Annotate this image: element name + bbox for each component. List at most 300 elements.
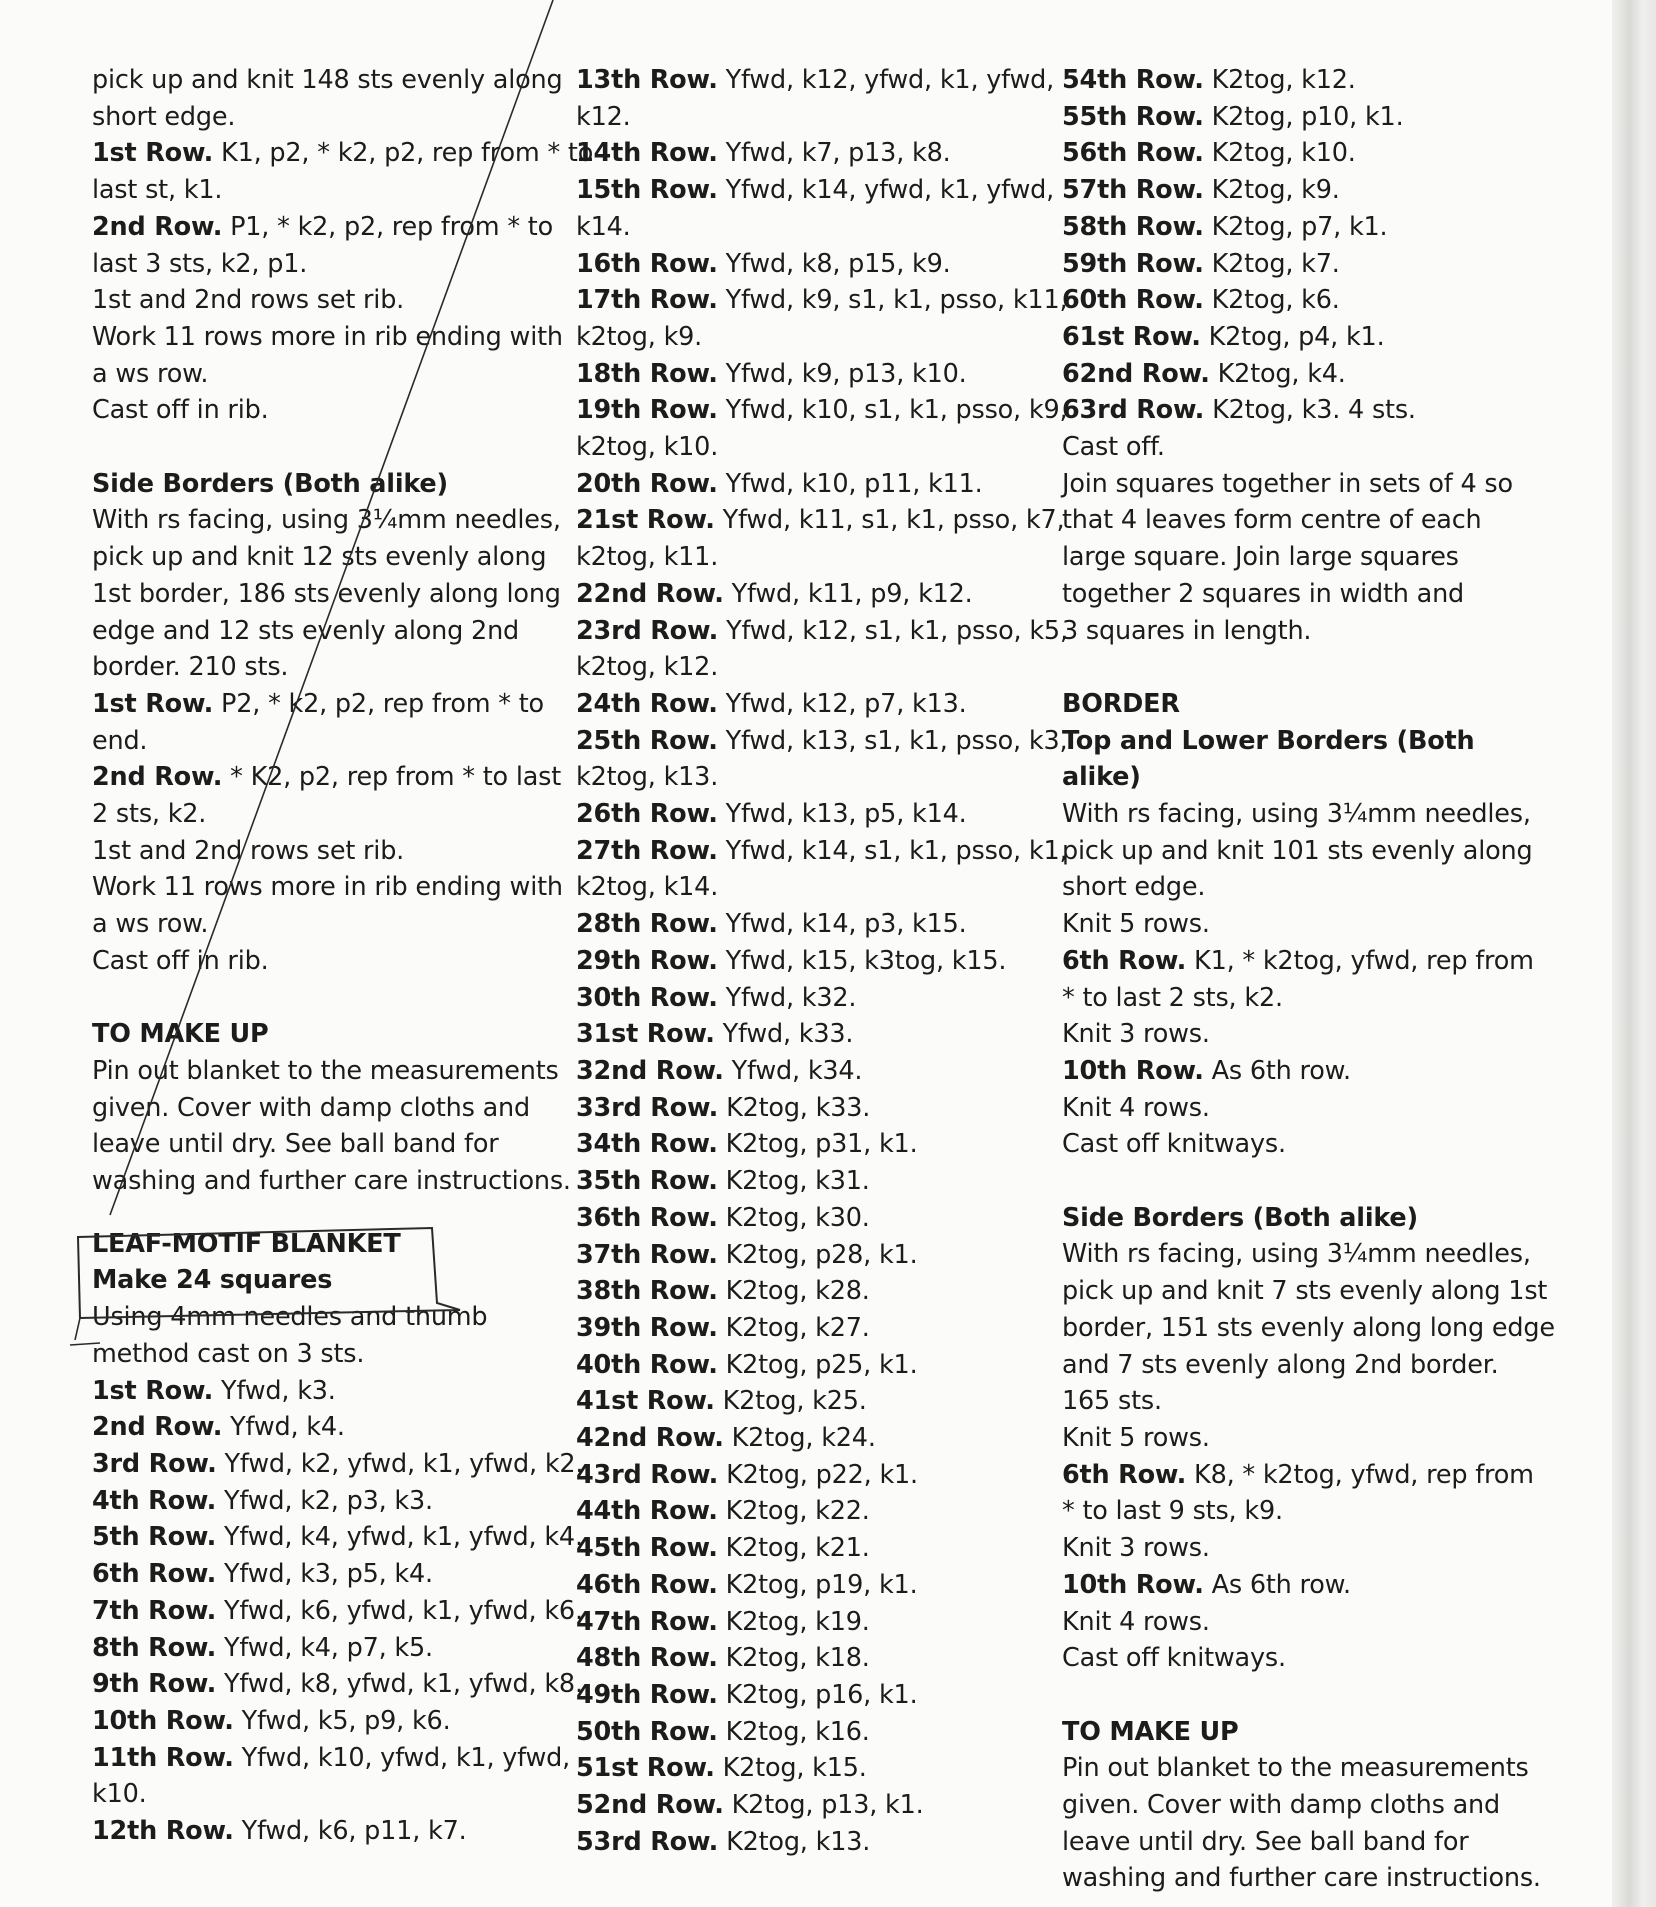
row-text: Yfwd, k9, s1, k1, psso, k11, — [717, 285, 1068, 316]
row-text: With rs facing, using 3¼mm needles, — [1062, 1239, 1531, 1270]
row-text: k2tog, k12. — [576, 652, 719, 683]
instruction-line — [1062, 319, 1542, 356]
row-text: short edge. — [1062, 872, 1206, 903]
row-text: K2tog, k3. 4 sts. — [1204, 395, 1416, 426]
row-text: k2tog, k9. — [576, 321, 703, 352]
row-text: given. Cover with damp cloths and — [92, 1092, 530, 1123]
instruction-line — [92, 539, 562, 576]
row-text: 1st and 2nd rows set rib. — [92, 285, 405, 316]
instruction-line — [92, 576, 562, 613]
row-label: 28th Row. — [576, 909, 718, 940]
instruction-line — [576, 833, 1068, 870]
instruction-line — [1062, 576, 1542, 613]
instruction-line — [576, 466, 1046, 503]
row-text: together 2 squares in width and — [1062, 578, 1465, 609]
row-text: Pin out blanket to the measurements — [1062, 1753, 1529, 1784]
row-text: K2tog, k31. — [717, 1166, 870, 1197]
row-text: K2tog, k22. — [717, 1496, 870, 1527]
row-label: 23rd Row. — [576, 615, 719, 646]
row-label: 6th Row. — [1062, 1459, 1187, 1490]
instruction-line — [576, 1347, 1046, 1384]
instruction-line — [576, 1530, 1046, 1567]
row-text: K2tog, k33. — [718, 1092, 871, 1123]
instruction-line — [1062, 1420, 1542, 1457]
row-text: Yfwd, k13, p5, k14. — [717, 799, 967, 830]
instruction-line — [92, 1593, 583, 1630]
instruction-line — [1062, 1567, 1542, 1604]
row-label: 12th Row. — [92, 1816, 234, 1847]
row-label: 15th Row. — [576, 175, 718, 206]
instruction-line — [576, 502, 1065, 539]
instruction-line — [92, 1740, 571, 1777]
column-1 — [92, 62, 594, 1850]
row-text: Yfwd, k32. — [717, 982, 857, 1013]
instruction-line — [576, 1126, 1046, 1163]
instruction-line — [1062, 833, 1542, 870]
row-label: 3rd Row. — [92, 1448, 217, 1479]
row-label: 5th Row. — [92, 1522, 217, 1553]
instruction-line — [1062, 1383, 1542, 1420]
row-label: 14th Row. — [576, 138, 718, 169]
instruction-line — [1062, 906, 1542, 943]
row-label: 63rd Row. — [1062, 395, 1205, 426]
row-text: Yfwd, k11, s1, k1, psso, k7, — [714, 505, 1065, 536]
instruction-line — [92, 759, 562, 796]
row-text: washing and further care instructions. — [92, 1166, 571, 1197]
row-text: K2tog, k25. — [714, 1386, 867, 1417]
row-text: pick up and knit 7 sts evenly along 1st — [1062, 1276, 1548, 1307]
leaf-motif-rows-13-53 — [576, 62, 1068, 1860]
row-text: K2tog, k18. — [717, 1643, 870, 1674]
instruction-line — [1062, 209, 1542, 246]
row-text: As 6th row. — [1203, 1055, 1351, 1086]
row-label: 33rd Row. — [576, 1092, 719, 1123]
instruction-line — [1062, 869, 1542, 906]
instruction-line — [1062, 429, 1542, 466]
instruction-line — [576, 392, 1068, 429]
row-label: 10th Row. — [92, 1705, 234, 1736]
instruction-line — [576, 649, 1046, 686]
row-text: Yfwd, k14, s1, k1, psso, k1, — [717, 835, 1068, 866]
row-label: 42nd Row. — [576, 1423, 724, 1454]
row-label: 35th Row. — [576, 1166, 718, 1197]
instruction-line — [1062, 1053, 1542, 1090]
instruction-line — [92, 1090, 562, 1127]
row-text: As 6th row. — [1203, 1569, 1351, 1600]
row-label: 41st Row. — [576, 1386, 715, 1417]
instruction-line — [576, 1640, 1046, 1677]
instruction-line — [1062, 1787, 1542, 1824]
row-text: * to last 9 sts, k9. — [1062, 1496, 1283, 1527]
row-label: 2nd Row. — [92, 762, 223, 793]
row-text: Yfwd, k13, s1, k1, psso, k3, — [717, 725, 1068, 756]
instruction-line — [576, 209, 1046, 246]
instruction-line — [576, 1714, 1046, 1751]
row-label: 38th Row. — [576, 1276, 718, 1307]
instruction-line — [576, 576, 1046, 613]
instruction-line — [92, 1703, 562, 1740]
instruction-line — [1062, 62, 1542, 99]
instruction-line — [576, 759, 1046, 796]
instruction-line — [576, 613, 1068, 650]
instruction-line — [576, 1457, 1046, 1494]
row-label: 59th Row. — [1062, 248, 1204, 279]
instruction-line — [92, 1299, 562, 1336]
instruction-line — [92, 1813, 562, 1850]
row-text: Work 11 rows more in rib ending with — [92, 321, 563, 352]
instruction-line — [92, 356, 562, 393]
row-text: K2tog, p7, k1. — [1203, 211, 1388, 242]
row-text: Work 11 rows more in rib ending with — [92, 872, 563, 903]
row-text: 2 sts, k2. — [92, 799, 207, 830]
row-text: pick up and knit 12 sts evenly along — [92, 542, 547, 573]
row-label: 26th Row. — [576, 799, 718, 830]
instruction-line — [1062, 282, 1542, 319]
row-label: 27th Row. — [576, 835, 718, 866]
row-text: P1, * k2, p2, rep from * to — [222, 211, 554, 242]
instruction-line — [576, 135, 1046, 172]
row-label: 18th Row. — [576, 358, 718, 389]
instruction-line — [92, 686, 562, 723]
instruction-line — [92, 613, 562, 650]
instruction-line — [576, 686, 1046, 723]
instruction-line — [1062, 1750, 1542, 1787]
row-label: 61st Row. — [1062, 321, 1201, 352]
instruction-line — [576, 723, 1068, 760]
instruction-line — [92, 246, 562, 283]
instruction-line — [92, 1163, 571, 1200]
instruction-line — [1062, 1310, 1555, 1347]
row-label: 4th Row. — [92, 1485, 217, 1516]
top-lower-borders-instructions — [1062, 796, 1542, 1163]
instruction-line — [92, 282, 562, 319]
row-text: leave until dry. See ball band for — [92, 1129, 499, 1160]
row-text: last st, k1. — [92, 175, 223, 206]
row-text: P2, * k2, p2, rep from * to — [213, 688, 544, 719]
row-text: given. Cover with damp cloths and — [1062, 1790, 1500, 1820]
row-label: 36th Row. — [576, 1202, 718, 1233]
side-borders-instructions — [92, 502, 562, 979]
instruction-line — [576, 246, 1046, 283]
instruction-line — [1062, 980, 1542, 1017]
instruction-line — [576, 356, 1046, 393]
row-label: 58th Row. — [1062, 211, 1204, 242]
row-text: Cast off in rib. — [92, 395, 269, 426]
row-text: Yfwd, k34. — [723, 1055, 863, 1086]
row-text: K2tog, k24. — [723, 1423, 876, 1454]
row-label: 39th Row. — [576, 1312, 718, 1343]
instruction-line — [1062, 356, 1542, 393]
instruction-line — [92, 833, 562, 870]
row-text: Yfwd, k33. — [714, 1019, 854, 1050]
row-label: 8th Row. — [92, 1632, 217, 1663]
row-text: K2tog, p10, k1. — [1203, 101, 1404, 132]
row-text: K2tog, k4. — [1209, 358, 1346, 389]
instruction-line — [1062, 246, 1542, 283]
row-label: 43rd Row. — [576, 1459, 719, 1490]
instruction-line — [92, 869, 562, 906]
instruction-line — [92, 1483, 562, 1520]
row-text: Yfwd, k10, yfwd, k1, yfwd, — [233, 1742, 571, 1773]
instruction-line — [1062, 943, 1542, 980]
row-text: 3 squares in length. — [1062, 615, 1312, 646]
row-text: K2tog, p19, k1. — [717, 1569, 918, 1600]
row-text: Cast off in rib. — [92, 945, 269, 976]
row-label: 20th Row. — [576, 468, 718, 499]
instruction-line — [1062, 1493, 1542, 1530]
row-label: 1st Row. — [92, 138, 214, 169]
column-3 — [1062, 62, 1555, 1897]
row-label: 56th Row. — [1062, 138, 1204, 169]
row-label: 13th Row. — [576, 65, 718, 95]
row-text: Yfwd, k3, p5, k4. — [216, 1559, 433, 1590]
row-text: 1st and 2nd rows set rib. — [92, 835, 405, 866]
row-text: Yfwd, k15, k3tog, k15. — [717, 945, 1007, 976]
top-lower-borders-subheading: Top and Lower Borders (Both alike) — [1062, 725, 1475, 793]
instruction-line — [576, 1273, 1046, 1310]
instruction-line — [1062, 1236, 1542, 1273]
side-borders-heading: Side Borders (Both alike) — [92, 468, 448, 499]
make-up-heading: TO MAKE UP — [92, 1019, 269, 1050]
row-text: * K2, p2, rep from * to last — [222, 762, 562, 793]
row-label: 37th Row. — [576, 1239, 718, 1270]
instruction-line — [92, 1409, 562, 1446]
row-text: k2tog, k11. — [576, 542, 719, 573]
row-text: Knit 3 rows. — [1062, 1019, 1210, 1050]
instruction-line — [92, 209, 562, 246]
row-text: pick up and knit 101 sts evenly along — [1062, 835, 1533, 866]
row-label: 34th Row. — [576, 1129, 718, 1160]
row-text: Knit 4 rows. — [1062, 1606, 1210, 1637]
row-text: Knit 4 rows. — [1062, 1092, 1210, 1123]
instruction-line — [1062, 1273, 1548, 1310]
instruction-line — [92, 319, 562, 356]
instruction-line — [1062, 1604, 1542, 1641]
instruction-line — [92, 502, 562, 539]
instruction-line — [576, 796, 1046, 833]
row-label: 1st Row. — [92, 1375, 214, 1406]
instruction-line — [92, 1630, 562, 1667]
row-text: last 3 sts, k2, p1. — [92, 248, 308, 279]
row-text: short edge. — [92, 101, 236, 132]
instruction-line — [576, 1310, 1046, 1347]
instruction-line — [576, 1493, 1046, 1530]
row-label: 11th Row. — [92, 1742, 234, 1773]
instruction-line — [1062, 1530, 1542, 1567]
row-label: 10th Row. — [1062, 1569, 1204, 1600]
row-text: Yfwd, k2, p3, k3. — [216, 1485, 433, 1516]
row-text: Yfwd, k14, yfwd, k1, yfwd, — [717, 175, 1055, 206]
instruction-line — [1062, 466, 1542, 503]
instruction-line — [92, 135, 594, 172]
instruction-line — [576, 1787, 1046, 1824]
row-label: 31st Row. — [576, 1019, 715, 1050]
row-text: k12. — [576, 101, 631, 132]
instruction-line — [576, 869, 1046, 906]
instruction-line — [92, 1126, 562, 1163]
row-label: 9th Row. — [92, 1669, 217, 1700]
row-text: K2tog, k30. — [717, 1202, 870, 1233]
instruction-line — [576, 429, 1046, 466]
row-text: washing and further care instructions. — [1062, 1863, 1541, 1894]
instruction-line — [1062, 1347, 1542, 1384]
instruction-line — [92, 906, 562, 943]
side-borders-instructions-2 — [1062, 1236, 1555, 1676]
row-text: K2tog, k7. — [1203, 248, 1340, 279]
instruction-line — [576, 1604, 1046, 1641]
row-label: 7th Row. — [92, 1595, 217, 1626]
row-label: 55th Row. — [1062, 101, 1204, 132]
instruction-line — [1062, 1860, 1542, 1897]
instruction-line — [576, 1090, 1046, 1127]
row-text: Yfwd, k9, p13, k10. — [717, 358, 967, 389]
instruction-line — [576, 99, 1046, 136]
row-text: leave until dry. See ball band for — [1062, 1826, 1469, 1857]
row-label: 17th Row. — [576, 285, 718, 316]
instruction-line — [576, 319, 1046, 356]
row-text: K2tog, k12. — [1203, 65, 1356, 95]
row-text: K2tog, k13. — [718, 1826, 871, 1857]
column-2 — [576, 62, 1068, 1860]
row-text: k2tog, k10. — [576, 432, 719, 463]
instruction-line — [576, 1016, 1046, 1053]
row-label: 16th Row. — [576, 248, 718, 279]
row-text: K2tog, k19. — [717, 1606, 870, 1637]
row-text: K1, * k2tog, yfwd, rep from — [1186, 945, 1534, 976]
row-text: a ws row. — [92, 358, 209, 389]
row-text: and 7 sts evenly along 2nd border. — [1062, 1349, 1499, 1380]
row-label: 22nd Row. — [576, 578, 724, 609]
row-text: Yfwd, k4. — [222, 1412, 345, 1443]
row-label: 21st Row. — [576, 505, 715, 536]
row-label: 53rd Row. — [576, 1826, 719, 1857]
row-label: 40th Row. — [576, 1349, 718, 1380]
row-text: k10. — [92, 1779, 147, 1810]
row-text: Yfwd, k12, p7, k13. — [717, 688, 967, 719]
row-text: K2tog, k9. — [1203, 175, 1340, 206]
instruction-line — [576, 172, 1055, 209]
make-up-heading-2: TO MAKE UP — [1062, 1716, 1239, 1747]
instruction-line — [1062, 502, 1542, 539]
row-text: K2tog, p13, k1. — [723, 1790, 924, 1821]
row-text: Pin out blanket to the measurements — [92, 1055, 559, 1086]
row-text: Yfwd, k10, s1, k1, psso, k9, — [717, 395, 1068, 426]
row-text: Cast off knitways. — [1062, 1643, 1286, 1674]
row-label: 46th Row. — [576, 1569, 718, 1600]
instruction-line — [92, 796, 562, 833]
instruction-line — [1062, 1640, 1542, 1677]
instruction-line — [92, 649, 562, 686]
instruction-line — [1062, 1090, 1542, 1127]
row-label: 52nd Row. — [576, 1790, 724, 1821]
row-text: Yfwd, k12, s1, k1, psso, k5, — [718, 615, 1068, 646]
row-label: 49th Row. — [576, 1679, 718, 1710]
instruction-line — [576, 1567, 1046, 1604]
row-label: 57th Row. — [1062, 175, 1204, 206]
row-text: Knit 3 rows. — [1062, 1533, 1210, 1564]
row-label: 24th Row. — [576, 688, 718, 719]
row-text: k14. — [576, 211, 631, 242]
instruction-line — [1062, 1457, 1542, 1494]
row-text: Yfwd, k12, yfwd, k1, yfwd, — [717, 65, 1055, 95]
instruction-line — [576, 980, 1046, 1017]
row-text: Yfwd, k6, p11, k7. — [233, 1816, 467, 1847]
make-up-instructions — [92, 1053, 571, 1200]
top-border-rib-instructions — [92, 62, 594, 429]
row-text: Yfwd, k8, yfwd, k1, yfwd, k8. — [216, 1669, 583, 1700]
instruction-line — [92, 723, 562, 760]
instruction-line — [92, 1666, 583, 1703]
instruction-line — [576, 1824, 1046, 1861]
row-text: K2tog, p25, k1. — [717, 1349, 918, 1380]
row-text: K2tog, k16. — [717, 1716, 870, 1747]
instruction-line — [576, 1200, 1046, 1237]
row-text: Yfwd, k2, yfwd, k1, yfwd, k2. — [216, 1448, 584, 1479]
row-label: 25th Row. — [576, 725, 718, 756]
row-text: Yfwd, k14, p3, k15. — [717, 909, 967, 940]
instruction-line — [576, 943, 1046, 980]
row-text: K2tog, p4, k1. — [1200, 321, 1385, 352]
row-label: 2nd Row. — [92, 1412, 223, 1443]
instruction-line — [92, 1373, 562, 1410]
row-text: k2tog, k14. — [576, 872, 719, 903]
row-label: 10th Row. — [1062, 1055, 1204, 1086]
instruction-line — [576, 282, 1068, 319]
instruction-line — [1062, 1016, 1542, 1053]
row-text: pick up and knit 148 sts evenly along — [92, 65, 563, 95]
row-text: Yfwd, k11, p9, k12. — [723, 578, 973, 609]
instruction-line — [92, 1556, 562, 1593]
instruction-line — [92, 392, 562, 429]
row-text: edge and 12 sts evenly along 2nd — [92, 615, 520, 646]
instruction-line — [576, 1677, 1046, 1714]
side-borders-heading-2: Side Borders (Both alike) — [1062, 1202, 1418, 1233]
instruction-line — [92, 1446, 584, 1483]
row-text: Yfwd, k7, p13, k8. — [717, 138, 951, 169]
row-text: a ws row. — [92, 909, 209, 940]
instruction-line — [1062, 796, 1542, 833]
row-text: Cast off knitways. — [1062, 1129, 1286, 1160]
row-text: Yfwd, k6, yfwd, k1, yfwd, k6. — [216, 1595, 583, 1626]
instruction-line — [1062, 392, 1542, 429]
instruction-line — [576, 62, 1055, 99]
row-label: 19th Row. — [576, 395, 718, 426]
row-label: 6th Row. — [1062, 945, 1187, 976]
row-label: 48th Row. — [576, 1643, 718, 1674]
row-text: border, 151 sts evenly along long edge — [1062, 1312, 1555, 1343]
row-text: * to last 2 sts, k2. — [1062, 982, 1283, 1013]
row-text: K2tog, p31, k1. — [717, 1129, 918, 1160]
make-up-instructions-2 — [1062, 1750, 1542, 1897]
row-text: k2tog, k13. — [576, 762, 719, 793]
row-text: Using 4mm needles and thumb — [92, 1302, 488, 1333]
row-text: With rs facing, using 3¼mm needles, — [1062, 799, 1531, 830]
instruction-line — [1062, 135, 1542, 172]
row-label: 51st Row. — [576, 1753, 715, 1784]
row-label: 62nd Row. — [1062, 358, 1210, 389]
border-heading: BORDER — [1062, 688, 1180, 719]
row-text: Knit 5 rows. — [1062, 1422, 1210, 1453]
row-label: 47th Row. — [576, 1606, 718, 1637]
leaf-motif-rows-54-63 — [1062, 62, 1542, 649]
instruction-line — [1062, 539, 1542, 576]
row-label: 50th Row. — [576, 1716, 718, 1747]
instruction-line — [1062, 1126, 1542, 1163]
row-text: K2tog, k21. — [717, 1533, 870, 1564]
row-label: 45th Row. — [576, 1533, 718, 1564]
row-label: 1st Row. — [92, 688, 214, 719]
row-text: K2tog, p22, k1. — [718, 1459, 918, 1490]
